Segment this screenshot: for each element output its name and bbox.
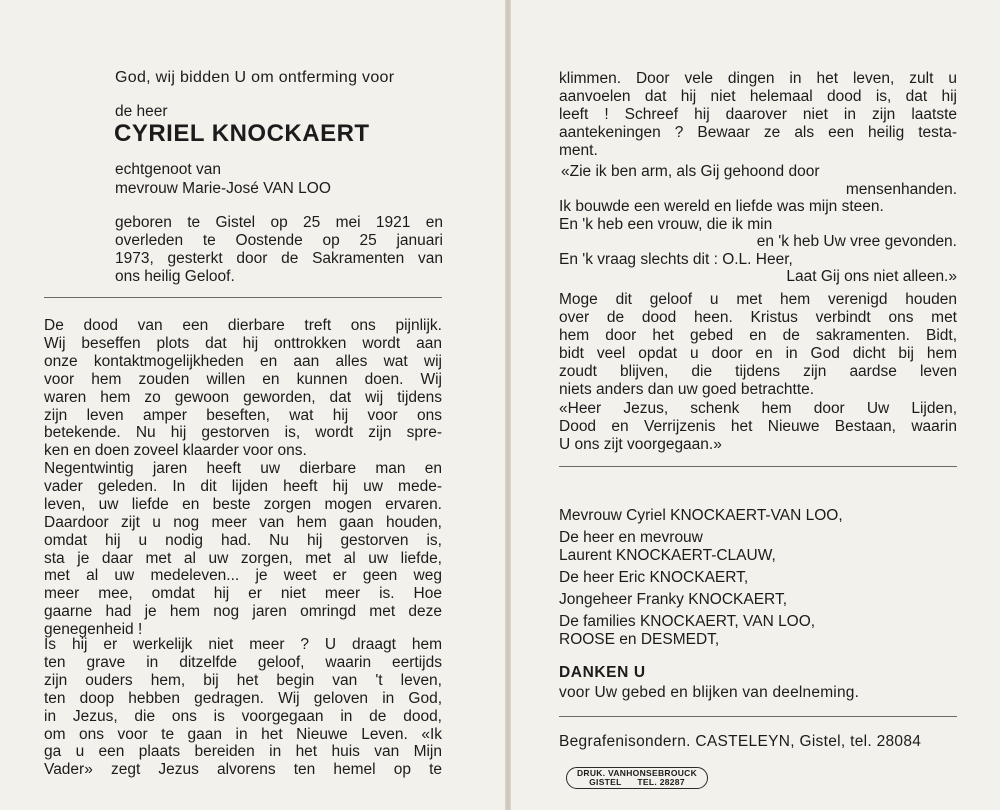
stamp-line: DRUK. VANHONSEBROUCK xyxy=(576,768,698,778)
continuation xyxy=(559,70,957,160)
text-line: onze kontaktmogelijkheden en aan alles wat wij xyxy=(44,352,442,370)
text-line: hem door het gebed en de sakramenten. Bidt, xyxy=(559,326,957,344)
paragraph-2 xyxy=(44,460,442,639)
thanks-heading: DANKEN U xyxy=(559,664,646,681)
invocation: God, wij bidden U om ontferming voor xyxy=(115,69,395,86)
text-line: vader geleden. In dit lijden heeft hij uw mede- xyxy=(44,477,442,495)
divider xyxy=(559,716,957,717)
text-line: waren hem zo gewoon geworden, dat wij tijdens xyxy=(44,388,442,406)
poem-line: mensenhanden. xyxy=(845,180,957,198)
text-line: Daardoor zijt u nog meer van hem gaan houden, xyxy=(44,513,442,531)
text-line: zoudt blijven, die tijdens zijn aardse leven xyxy=(559,362,957,380)
poem-line: en 'k heb Uw vree gevonden. xyxy=(756,233,957,250)
text-line: genegenheid ! xyxy=(44,621,143,639)
text-line: ken en doen zoveel klaarder voor ons. xyxy=(44,442,307,460)
family-line: Jongeheer Franky KNOCKAERT, xyxy=(559,590,788,608)
text-line: bidt veel opdat u door en in God dicht bij hem xyxy=(559,344,957,362)
text-line: Negentwintig jaren heeft uw dierbare man en xyxy=(44,460,442,477)
text-line: ten doop hebben gedragen. Wij geloven in God, xyxy=(44,689,442,707)
text-line: omdat hij u nodig had. Nu hij gestorven is, xyxy=(44,531,442,549)
family-list xyxy=(559,507,843,650)
family-line: De families KNOCKAERT, VAN LOO, xyxy=(559,612,816,630)
text-line: om ons voor te gaan in het Nieuwe Leven. «Ik xyxy=(44,725,442,743)
poem-line: Laat Gij ons niet alleen.» xyxy=(786,268,957,285)
paragraph-4 xyxy=(559,291,957,398)
text-line: aantekeningen ? Bewaar ze als een heilig testa- xyxy=(559,123,957,141)
stamp-line: GISTEL TEL. 28287 xyxy=(589,777,685,787)
thanks-text: voor Uw gebed en blijken van deelneming. xyxy=(559,684,860,701)
text-line: over de dood heen. Kristus verbindt ons met xyxy=(559,308,957,326)
text-line: zijn ouders hem, bij het begin van 't leven, xyxy=(44,671,442,689)
family-line: De heer Eric KNOCKAERT, xyxy=(559,569,749,587)
text-line: niets anders dan uw goed betrachtte. xyxy=(559,380,815,398)
paragraph-3 xyxy=(44,636,442,779)
printer-stamp xyxy=(566,767,708,789)
text-line: Moge dit geloof u met hem verenigd houden xyxy=(559,291,957,308)
text-line: «Heer Jezus, schenk hem door Uw Lijden, xyxy=(559,400,957,417)
poem-line: «Zie ik ben arm, als Gij gehoond door xyxy=(561,163,820,180)
poem-line: En 'k heb een vrouw, die ik min xyxy=(559,215,773,233)
spouse-label: echtgenoot van xyxy=(115,161,222,178)
text-line: betekende. Nu hij gestorven is, wordt zijn spre- xyxy=(44,424,442,442)
spouse-name: mevrouw Marie-José VAN LOO xyxy=(115,180,331,197)
text-line: voor hem zouden willen en kunnen doen. Wij xyxy=(44,370,442,388)
text-line: overleden te Oostende op 25 januari xyxy=(115,231,443,249)
text-line: ons heilig Geloof. xyxy=(115,267,235,285)
text-line: sta je daar met al uw zorgen, met al uw liefde, xyxy=(44,549,442,567)
text-line: gaarne had je hem nog jaren omringd met deze xyxy=(44,603,442,621)
text-line: leeft ! Schreef hij daarover niet in zijn laatste xyxy=(559,105,957,123)
text-line: De dood van een dierbare treft ons pijnlijk. xyxy=(44,317,442,334)
funeral-home: Begrafenisondern. CASTELEYN, Gistel, tel. 28084 xyxy=(559,733,922,750)
text-line: Dood en Verrijzenis het Nieuwe Bestaan, waarin xyxy=(559,417,957,435)
text-line: ten grave in ditzelfde geloof, waarin eertijds xyxy=(44,653,442,671)
text-line: klimmen. Door vele dingen in het leven, zult u xyxy=(559,70,957,87)
text-line: 1973, gesterkt door de Sakramenten van xyxy=(115,249,443,267)
family-line: Laurent KNOCKAERT-CLAUW, xyxy=(559,547,776,565)
text-line: ga u een plaats bereiden in het huis van Mijn xyxy=(44,743,442,761)
life-dates xyxy=(115,214,443,286)
text-line: U ons zijt voorgegaan.» xyxy=(559,435,722,453)
divider xyxy=(559,466,957,467)
poem xyxy=(559,163,957,286)
text-line: Is hij er werkelijk niet meer ? U draagt hem xyxy=(44,636,442,653)
closing-prayer xyxy=(559,400,957,454)
family-line: Mevrouw Cyriel KNOCKAERT-VAN LOO, xyxy=(559,507,843,524)
text-line: zijn leven amper beseften, wat hij voor ons xyxy=(44,406,442,424)
text-line: Vader» zegt Jezus alvorens ten hemel op te xyxy=(44,761,442,779)
text-line: geboren te Gistel op 25 mei 1921 en xyxy=(115,214,443,231)
family-line: De heer en mevrouw xyxy=(559,528,703,546)
paragraph-1 xyxy=(44,317,442,460)
text-line: ment. xyxy=(559,141,598,159)
poem-line: Ik bouwde een wereld en liefde was mijn steen. xyxy=(559,198,884,215)
deceased-name: CYRIEL KNOCKAERT xyxy=(114,120,370,147)
text-line: aanvoelen dat hij niet helemaal dood is, dat hij xyxy=(559,87,957,105)
text-line: meer mee, omdat hij er niet meer is. Hoe xyxy=(44,585,442,603)
text-line: Wij beseffen plots dat hij onttrokken wordt aan xyxy=(44,334,442,352)
family-line: ROOSE en DESMEDT, xyxy=(559,631,720,649)
text-line: met al uw medeleven... je weet er geen weg xyxy=(44,567,442,585)
title-prefix: de heer xyxy=(115,103,168,120)
divider xyxy=(44,297,442,298)
text-line: in Jezus, die ons is voorgegaan in de dood, xyxy=(44,707,442,725)
poem-line: En 'k vraag slechts dit : O.L. Heer, xyxy=(559,250,793,268)
text-line: leven, uw liefde en beste zorgen mogen ervaren. xyxy=(44,495,442,513)
